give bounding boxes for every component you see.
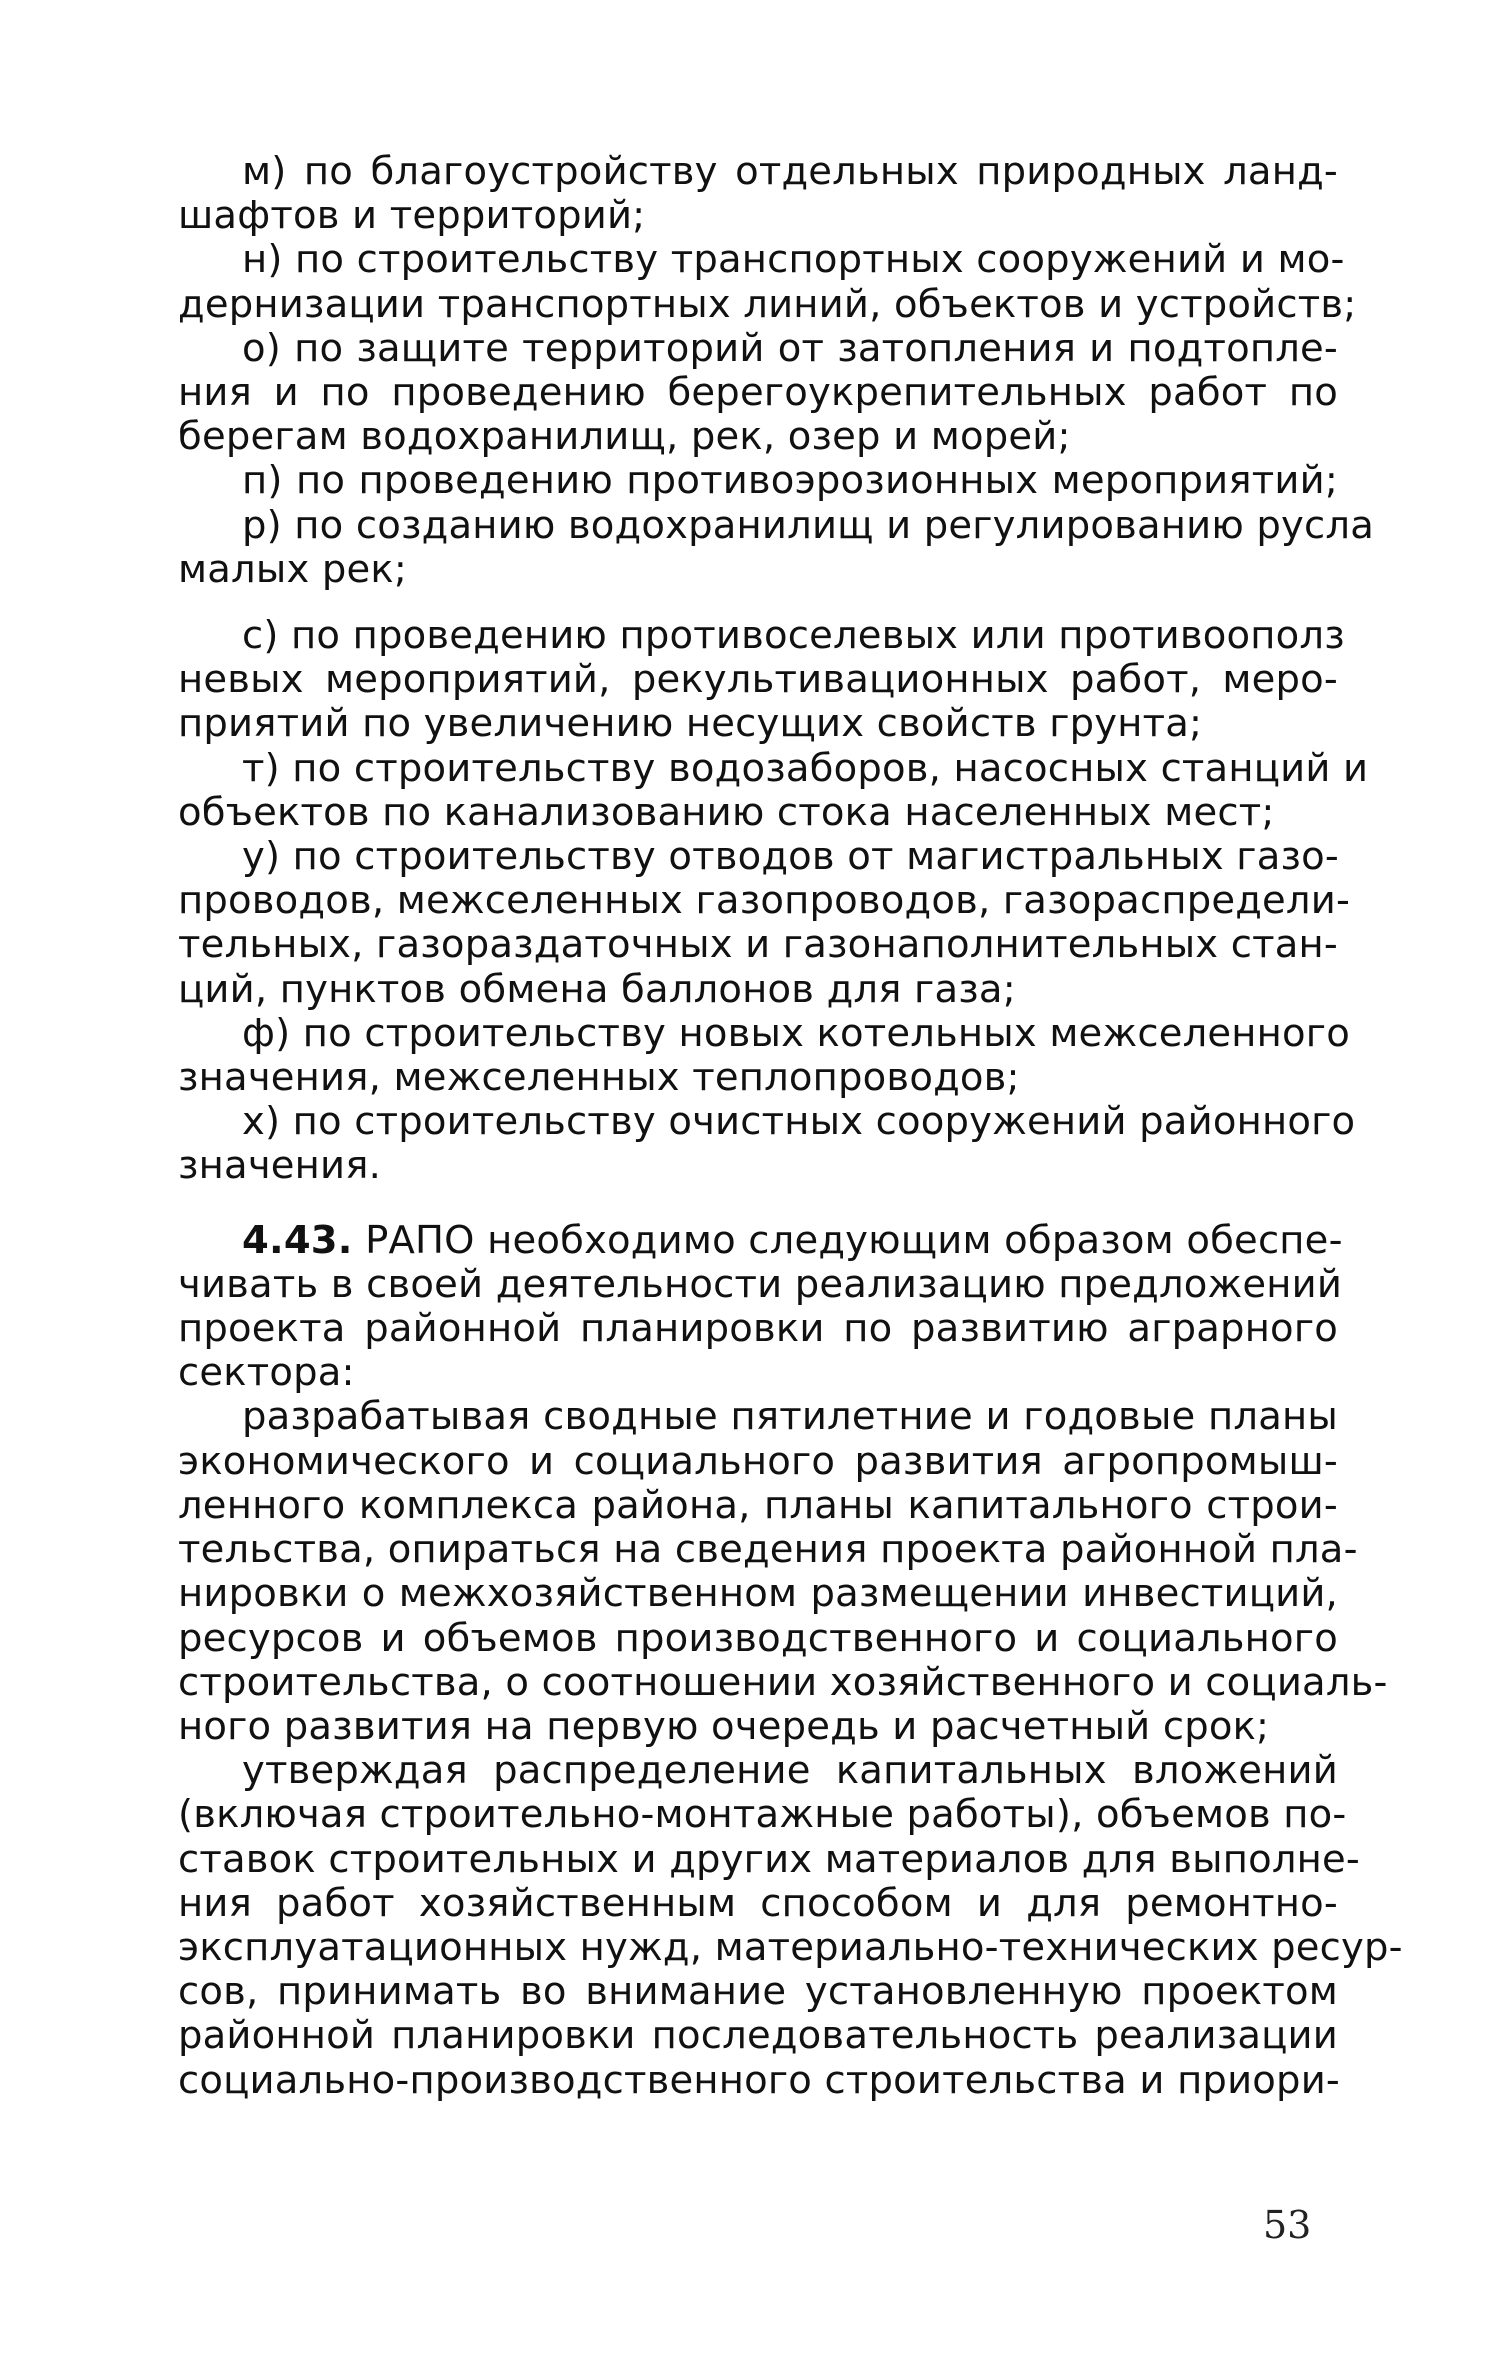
- text-line: тельства, опираться на сведения проекта районной пла-: [178, 1527, 1358, 1573]
- text-line: у) по строительству отводов от магистральных газо-: [242, 834, 1340, 880]
- text-line: ного развития на первую очередь и расчетный срок;: [178, 1703, 1270, 1749]
- text-line: чивать в своей деятельности реализацию предложений: [178, 1261, 1343, 1307]
- paragraph-o: [178, 327, 1338, 460]
- text-line: сов, принимать во внимание установленную проектом: [178, 1969, 1338, 2015]
- paragraph-n: [178, 237, 1357, 327]
- document-page: [178, 149, 1403, 2103]
- text-line: дернизации транспортных линий, объектов и устройств;: [178, 281, 1357, 327]
- text-line-fragment: РАПО необходимо следующим образом обеспе-: [352, 1217, 1343, 1263]
- section-number: 4.43.: [242, 1217, 353, 1263]
- text-line: значения.: [178, 1143, 382, 1189]
- text-line: ций, пунктов обмена баллонов для газа;: [178, 966, 1016, 1012]
- text-line: утверждая распределение капитальных вложений: [242, 1748, 1338, 1794]
- text-line: н) по строительству транспортных сооружений и мо-: [242, 237, 1345, 283]
- text-line: сектора:: [178, 1350, 355, 1396]
- text-line: х) по строительству очистных сооружений районного: [242, 1099, 1356, 1145]
- text-line: экономического и социального развития агропромыш-: [178, 1438, 1338, 1484]
- text-line: районной планировки последовательность реализации: [178, 2013, 1338, 2059]
- text-line: проекта районной планировки по развитию аграрного: [178, 1306, 1338, 1352]
- text-line: о) по защите территорий от затопления и подтопле-: [242, 325, 1338, 371]
- paragraph-r: [178, 502, 1374, 592]
- text-line: тельных, газораздаточных и газонаполнительных стан-: [178, 922, 1338, 968]
- text-line: объектов по канализованию стока населенных мест;: [178, 789, 1275, 835]
- text-line: ставок строительных и других материалов для выполне-: [178, 1836, 1360, 1882]
- text-line: (включая строительно-монтажные работы), объемов по-: [178, 1792, 1347, 1838]
- text-line: р) по созданию водохранилищ и регулированию русла: [242, 502, 1374, 548]
- text-line: т) по строительству водозаборов, насосных станций и: [242, 745, 1369, 791]
- page-number: 53: [1263, 2203, 1312, 2247]
- text-line: п) по проведению противоэрозионных мероприятий;: [242, 458, 1338, 504]
- paragraph-approving: [178, 1748, 1403, 2103]
- paragraph-s: [178, 613, 1345, 747]
- text-line: ния работ хозяйственным способом и для ремонтно-: [178, 1880, 1338, 1926]
- paragraph-planning: [178, 1394, 1388, 1749]
- text-line: значения, межселенных теплопроводов;: [178, 1055, 1020, 1101]
- text-line: шафтов и территорий;: [178, 193, 646, 239]
- text-line: эксплуатационных нужд, материально-технических ресур-: [178, 1924, 1403, 1970]
- paragraph-u: [178, 834, 1351, 1012]
- section-4-43: [178, 1217, 1343, 1396]
- text-line: берегам водохранилищ, рек, озер и морей;: [178, 414, 1071, 460]
- text-line: ния и по проведению берегоукрепительных работ по: [178, 370, 1338, 416]
- paragraph-f: [178, 1010, 1350, 1101]
- section-heading-line: [178, 1217, 1343, 1263]
- text-line: м) по благоустройству отдельных природных ланд-: [242, 149, 1338, 194]
- text-line: строительства, о соотношении хозяйственного и социаль-: [178, 1659, 1388, 1705]
- paragraph-m: [178, 150, 1338, 238]
- text-line: ресурсов и объемов производственного и социального: [178, 1615, 1338, 1661]
- text-line: ленного комплекса района, планы капитального строи-: [178, 1482, 1338, 1528]
- paragraph-p: [178, 459, 1338, 503]
- paragraph-t: [178, 745, 1369, 835]
- text-line: приятий по увеличению несущих свойств грунта;: [178, 701, 1203, 747]
- text-line: с) по проведению противоселевых или противоополз: [242, 613, 1345, 659]
- text-line: разрабатывая сводные пятилетние и годовые планы: [242, 1394, 1338, 1440]
- text-line: социально-производственного строительства и приори-: [178, 2057, 1341, 2103]
- text-line: нировки о межхозяйственном размещении инвестиций,: [178, 1571, 1338, 1617]
- text-line: малых рек;: [178, 546, 408, 592]
- paragraph-kh: [178, 1099, 1356, 1189]
- text-line: проводов, межселенных газопроводов, газораспредели-: [178, 878, 1351, 924]
- text-line: ф) по строительству новых котельных межселенного: [242, 1010, 1350, 1056]
- text-line: невых мероприятий, рекультивационных работ, меро-: [178, 657, 1338, 703]
